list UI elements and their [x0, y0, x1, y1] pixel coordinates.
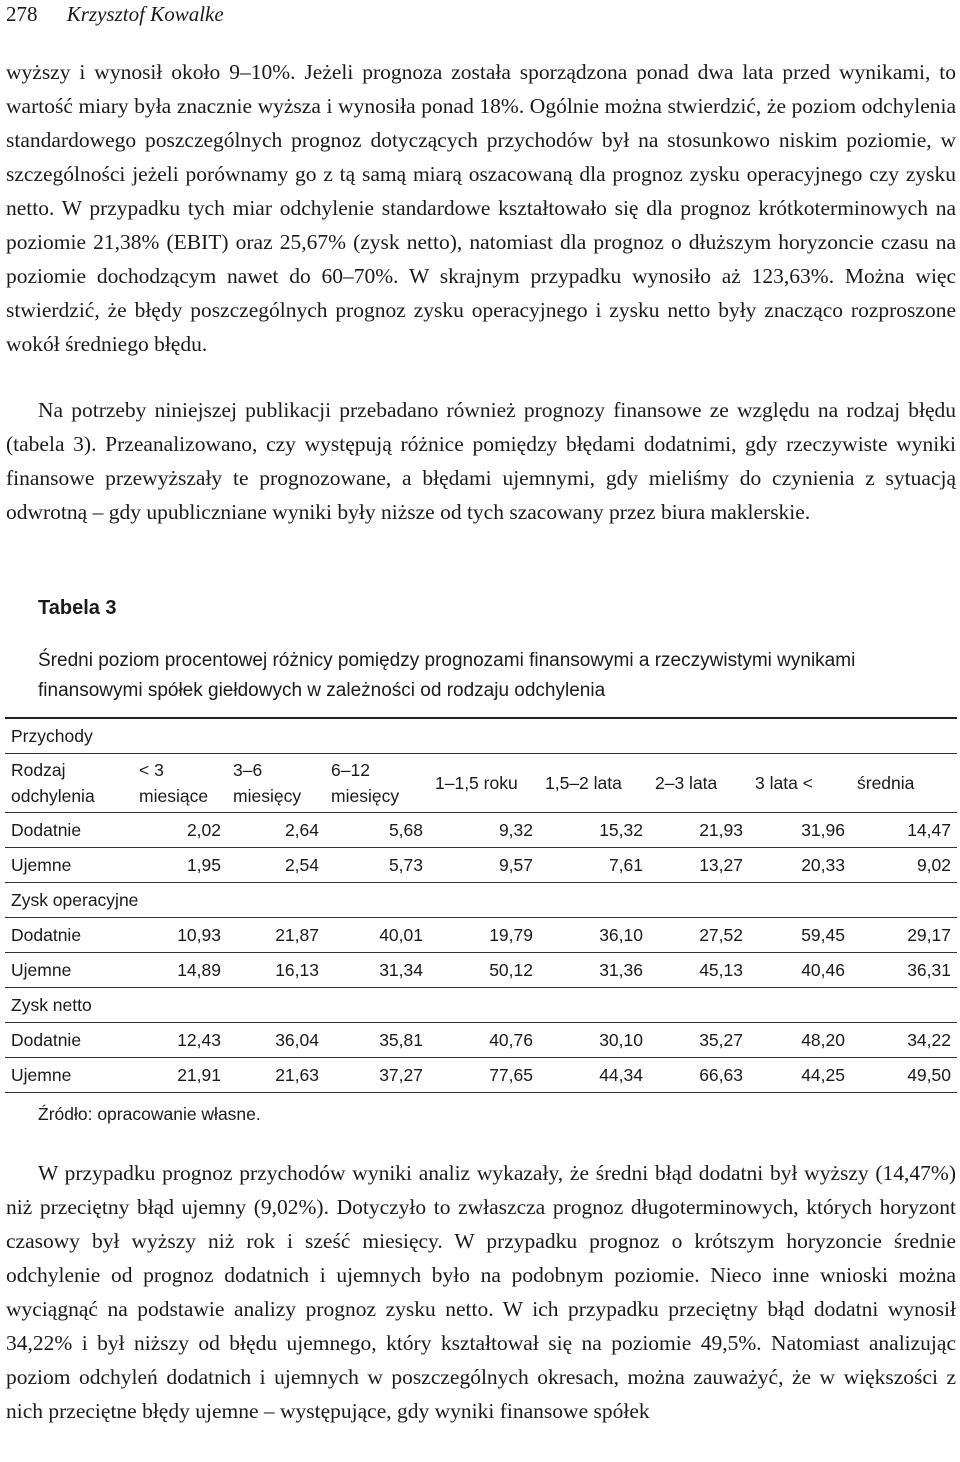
- table-cell: 35,81: [325, 1023, 429, 1058]
- table-cell: 20,33: [749, 848, 851, 883]
- table-cell: 27,52: [649, 918, 749, 953]
- table-cell: 13,27: [649, 848, 749, 883]
- table-cell: 2,64: [227, 813, 325, 848]
- table-cell: 44,34: [539, 1058, 649, 1093]
- column-header: 3–6 miesięcy: [227, 754, 325, 813]
- table-cell: 37,27: [325, 1058, 429, 1093]
- column-header: 2–3 lata: [649, 754, 749, 813]
- table-cell: 40,76: [429, 1023, 539, 1058]
- table-cell: 16,13: [227, 953, 325, 988]
- table-cell: 5,73: [325, 848, 429, 883]
- table-cell: 9,57: [429, 848, 539, 883]
- table-cell: 2,02: [133, 813, 227, 848]
- page-header: [6, 0, 224, 32]
- column-header: 1–1,5 roku: [429, 754, 539, 813]
- table-title: Średni poziom procentowej różnicy pomiędzy prognozami finansowymi a rzeczywistymi wynikami finansowymi spółek giełdowych w zależności od rodzaju odchylenia: [38, 650, 856, 701]
- column-header: 6–12 miesięcy: [325, 754, 429, 813]
- table-cell: 36,10: [539, 918, 649, 953]
- column-header: 3 lata <: [749, 754, 851, 813]
- table-cell: 66,63: [649, 1058, 749, 1093]
- body-paragraph-1: wyższy i wynosił około 9–10%. Jeżeli prognoza została sporządzona ponad dwa lata przed wynikami, to wartość miary była znacznie wyższa i wynosiła ponad 18%. Ogólnie można stwierdzić, że poziom odchylenia standardowego poszczególnych prognoz dotyczących przychodów był na stosunkowo niskim poziomie, w szczególności jeżeli porównamy go z tą samą miarą oszacowaną dla prognoz zysku operacyjnego czy zysku netto. W przypadku tych miar odchylenie standardowe kształtowało się dla prognoz krótkoterminowych na poziomie 21,38% (EBIT) oraz 25,67% (zysk netto), natomiast dla prognoz o dłuższym horyzoncie czasu na poziomie dochodzącym nawet do 60–70%. W skrajnym przypadku wynosiło aż 123,63%. Można więc stwierdzić, że błędy poszczególnych prognoz zysku operacyjnego i zysku netto były znacząco rozproszone wokół średniego błędu.: [6, 60, 956, 356]
- table-cell: 44,25: [749, 1058, 851, 1093]
- table-row: [5, 1023, 957, 1058]
- section-row: [5, 988, 957, 1023]
- table-cell: 21,93: [649, 813, 749, 848]
- table-label: Tabela 3: [38, 597, 117, 619]
- table-cell: 29,17: [851, 918, 957, 953]
- row-label: Dodatnie: [5, 918, 133, 953]
- column-header: Rodzaj odchylenia: [5, 754, 133, 813]
- table-cell: 59,45: [749, 918, 851, 953]
- body-paragraph-2: Na potrzeby niniejszej publikacji przebadano również prognozy finansowe ze względu na rodzaj błędu (tabela 3). Przeanalizowano, czy występują różnice pomiędzy błędami dodatnimi, gdy rzeczywiste wyniki finansowe przewyższały te prognozowane, a błędami ujemnymi, gdy mieliśmy do czynienia z sytuacją odwrotną – gdy upubliczniane wyniki były niższe od tych szacowany przez biura maklerskie.: [6, 398, 956, 524]
- table-cell: 14,89: [133, 953, 227, 988]
- section-label: Przychody: [5, 718, 957, 754]
- table-row: [5, 918, 957, 953]
- table-cell: 10,93: [133, 918, 227, 953]
- row-label: Ujemne: [5, 848, 133, 883]
- table-cell: 45,13: [649, 953, 749, 988]
- table-row: [5, 848, 957, 883]
- section-row: [5, 718, 957, 754]
- table-cell: 14,47: [851, 813, 957, 848]
- table-cell: 31,34: [325, 953, 429, 988]
- table-cell: 50,12: [429, 953, 539, 988]
- section-label: Zysk operacyjne: [5, 883, 957, 918]
- table-cell: 35,27: [649, 1023, 749, 1058]
- table-cell: 5,68: [325, 813, 429, 848]
- table-cell: 15,32: [539, 813, 649, 848]
- table-row: [5, 953, 957, 988]
- table-cell: 21,87: [227, 918, 325, 953]
- table-cell: 34,22: [851, 1023, 957, 1058]
- table-cell: 31,36: [539, 953, 649, 988]
- column-header: 1,5–2 lata: [539, 754, 649, 813]
- running-author: Krzysztof Kowalke: [66, 2, 224, 26]
- table-cell: 7,61: [539, 848, 649, 883]
- table-cell: 21,63: [227, 1058, 325, 1093]
- table-cell: 21,91: [133, 1058, 227, 1093]
- table-cell: 40,01: [325, 918, 429, 953]
- table-cell: 30,10: [539, 1023, 649, 1058]
- table-cell: 1,95: [133, 848, 227, 883]
- section-row: [5, 883, 957, 918]
- table-cell: 9,02: [851, 848, 957, 883]
- header-row: [5, 754, 957, 813]
- table-cell: 36,31: [851, 953, 957, 988]
- table-row: [5, 1058, 957, 1093]
- row-label: Dodatnie: [5, 1023, 133, 1058]
- table-cell: 36,04: [227, 1023, 325, 1058]
- row-label: Dodatnie: [5, 813, 133, 848]
- column-header: < 3 miesiące: [133, 754, 227, 813]
- page-number: 278: [6, 2, 38, 26]
- column-header: średnia: [851, 754, 957, 813]
- table-cell: 49,50: [851, 1058, 957, 1093]
- section-label: Zysk netto: [5, 988, 957, 1023]
- table-cell: 48,20: [749, 1023, 851, 1058]
- table-cell: 77,65: [429, 1058, 539, 1093]
- row-label: Ujemne: [5, 1058, 133, 1093]
- table-row: [5, 813, 957, 848]
- row-label: Ujemne: [5, 953, 133, 988]
- table-cell: 12,43: [133, 1023, 227, 1058]
- table-cell: 40,46: [749, 953, 851, 988]
- table-cell: 31,96: [749, 813, 851, 848]
- table-cell: 2,54: [227, 848, 325, 883]
- body-paragraph-3: W przypadku prognoz przychodów wyniki analiz wykazały, że średni błąd dodatni był wyższy (14,47%) niż przeciętny błąd ujemny (9,02%). Dotyczyło to zwłaszcza prognoz długoterminowych, których horyzont czasowy był wyższy niż rok i sześć miesięcy. W przypadku prognoz o krótszym horyzoncie średnie odchylenie od prognoz dodatnich i ujemnych było na podobnym poziomie. Nieco inne wnioski można wyciągnąć na podstawie analizy prognoz zysku netto. W ich przypadku przeciętny błąd dodatni wynosił 34,22% i był niższy od błędu ujemnego, który kształtował się na poziomie 49,5%. Natomiast analizując poziom odchyleń dodatnich i ujemnych w poszczególnych okresach, można zauważyć, że w większości z nich przeciętne błędy ujemne – występujące, gdy wyniki finansowe spółek: [6, 1161, 956, 1423]
- table-cell: 19,79: [429, 918, 539, 953]
- table-cell: 9,32: [429, 813, 539, 848]
- data-table: [5, 717, 957, 1093]
- table-source-note: Źródło: opracowanie własne.: [38, 1104, 261, 1124]
